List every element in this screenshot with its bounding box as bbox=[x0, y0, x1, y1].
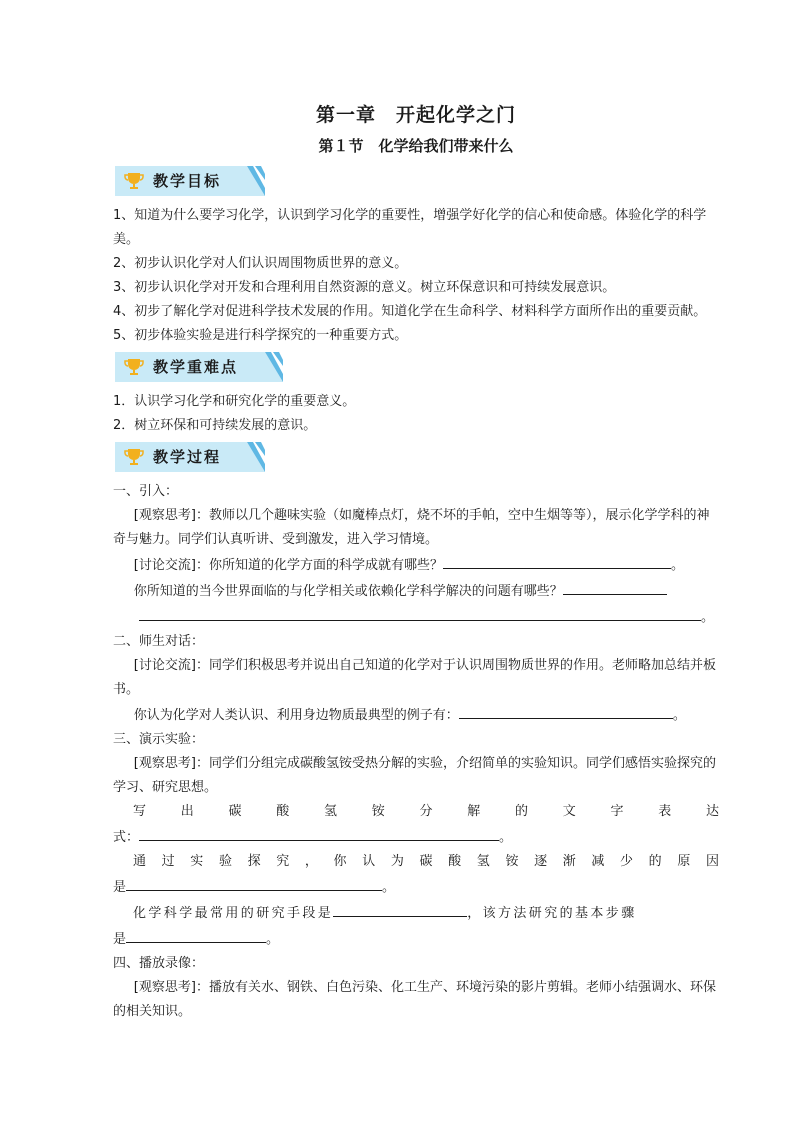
spread-line: 写出碳酸氢铵分解的文字表达 bbox=[133, 804, 719, 819]
fill-in-question bbox=[113, 900, 719, 926]
section-heading: 四、播放录像： bbox=[113, 956, 205, 971]
trophy-icon bbox=[124, 448, 144, 466]
fill-in-question bbox=[113, 874, 719, 900]
trophy-icon bbox=[124, 172, 144, 190]
banner-process-label: 教学过程 bbox=[153, 448, 222, 466]
banner-keypoints bbox=[115, 352, 719, 382]
question-text: 式： bbox=[113, 830, 140, 845]
objective-item: 4、初步了解化学对促进科学技术发展的作用。知道化学在生命科学、材料科学方面所作出的重要贡献。 bbox=[113, 304, 707, 319]
section-heading: 一、引入： bbox=[113, 484, 179, 499]
answer-blank[interactable] bbox=[139, 824, 499, 841]
punctuation: 。 bbox=[672, 708, 686, 723]
objective-item: 3、初步认识化学对开发和合理利用自然资源的意义。树立环保意识和可持续发展意识。 bbox=[113, 280, 616, 295]
question-text: 是 bbox=[113, 932, 127, 947]
punctuation: 。 bbox=[499, 830, 513, 845]
answer-blank[interactable] bbox=[126, 926, 266, 943]
question-text: 你认为化学对人类认识、利用身边物质最典型的例子有： bbox=[133, 708, 459, 723]
fill-in-line bbox=[113, 604, 719, 630]
fill-in-question bbox=[113, 824, 719, 850]
objective-item: 5、初步体验实验是进行科学探究的一种重要方式。 bbox=[113, 328, 408, 343]
question-text: 你所知道的当今世界面临的与化学相关或依赖化学科学解决的问题有哪些？ bbox=[133, 584, 563, 599]
question-text: [讨论交流]：你所知道的化学方面的科学成就有哪些？ bbox=[133, 558, 443, 573]
answer-blank[interactable] bbox=[443, 552, 671, 569]
fill-in-question bbox=[113, 578, 719, 604]
punctuation: 。 bbox=[670, 558, 684, 573]
keypoint-item: 2．树立环保和可持续发展的意识。 bbox=[113, 418, 317, 433]
document-content bbox=[113, 100, 719, 1024]
paragraph: [讨论交流]：同学们积极思考并说出自己知道的化学对于认识周围物质世界的作用。老师略加总结并板书。 bbox=[113, 658, 716, 697]
punctuation: 。 bbox=[266, 932, 280, 947]
answer-blank[interactable] bbox=[126, 874, 382, 891]
question-text: 化学科学最常用的研究手段是 bbox=[133, 906, 334, 921]
objective-item: 1、知道为什么要学习化学，认识到学习化学的重要性，增强学好化学的信心和使命感。体验化学的科学美。 bbox=[113, 208, 707, 247]
section-heading: 三、演示实验： bbox=[113, 732, 205, 747]
fill-in-question bbox=[113, 702, 719, 728]
objective-item: 2、初步认识化学对人们认识周围物质世界的意义。 bbox=[113, 256, 408, 271]
punctuation: 。 bbox=[382, 880, 396, 895]
paragraph: [观察思考]：同学们分组完成碳酸氢铵受热分解的实验，介绍简单的实验知识。同学们感悟实验探究的学习、研究思想。 bbox=[113, 756, 716, 795]
question-text: ，该方法研究的基本步骤 bbox=[467, 906, 637, 921]
banner-objectives-label: 教学目标 bbox=[153, 172, 222, 190]
banner-keypoints-label: 教学重难点 bbox=[153, 358, 239, 376]
section-heading: 二、师生对话： bbox=[113, 634, 205, 649]
answer-blank[interactable] bbox=[139, 604, 701, 621]
keypoint-item: 1．认识学习化学和研究化学的重要意义。 bbox=[113, 394, 356, 409]
answer-blank[interactable] bbox=[459, 702, 673, 719]
trophy-icon bbox=[124, 358, 144, 376]
fill-in-question bbox=[113, 926, 719, 952]
paragraph: [观察思考]：播放有关水、钢铁、白色污染、化工生产、环境污染的影片剪辑。老师小结强调水、环保的相关知识。 bbox=[113, 980, 716, 1019]
paragraph: [观察思考]：教师以几个趣味实验（如魔棒点灯，烧不坏的手帕，空中生烟等等），展示化学学科的神奇与魅力。同学们认真听讲、受到激发，进入学习情境。 bbox=[113, 508, 710, 547]
fill-in-question bbox=[113, 552, 719, 578]
question-text: 是 bbox=[113, 880, 127, 895]
chapter-title: 第一章 开起化学之门 bbox=[315, 104, 516, 126]
banner-process bbox=[115, 442, 719, 472]
banner-objectives bbox=[115, 166, 719, 196]
answer-blank[interactable] bbox=[563, 578, 667, 595]
answer-blank[interactable] bbox=[333, 900, 467, 917]
spread-line: 通过实验探究，你认为碳酸氢铵逐渐减少的原因 bbox=[133, 854, 719, 869]
section-title: 第１节 化学给我们带来什么 bbox=[318, 137, 514, 155]
punctuation: 。 bbox=[701, 610, 715, 625]
